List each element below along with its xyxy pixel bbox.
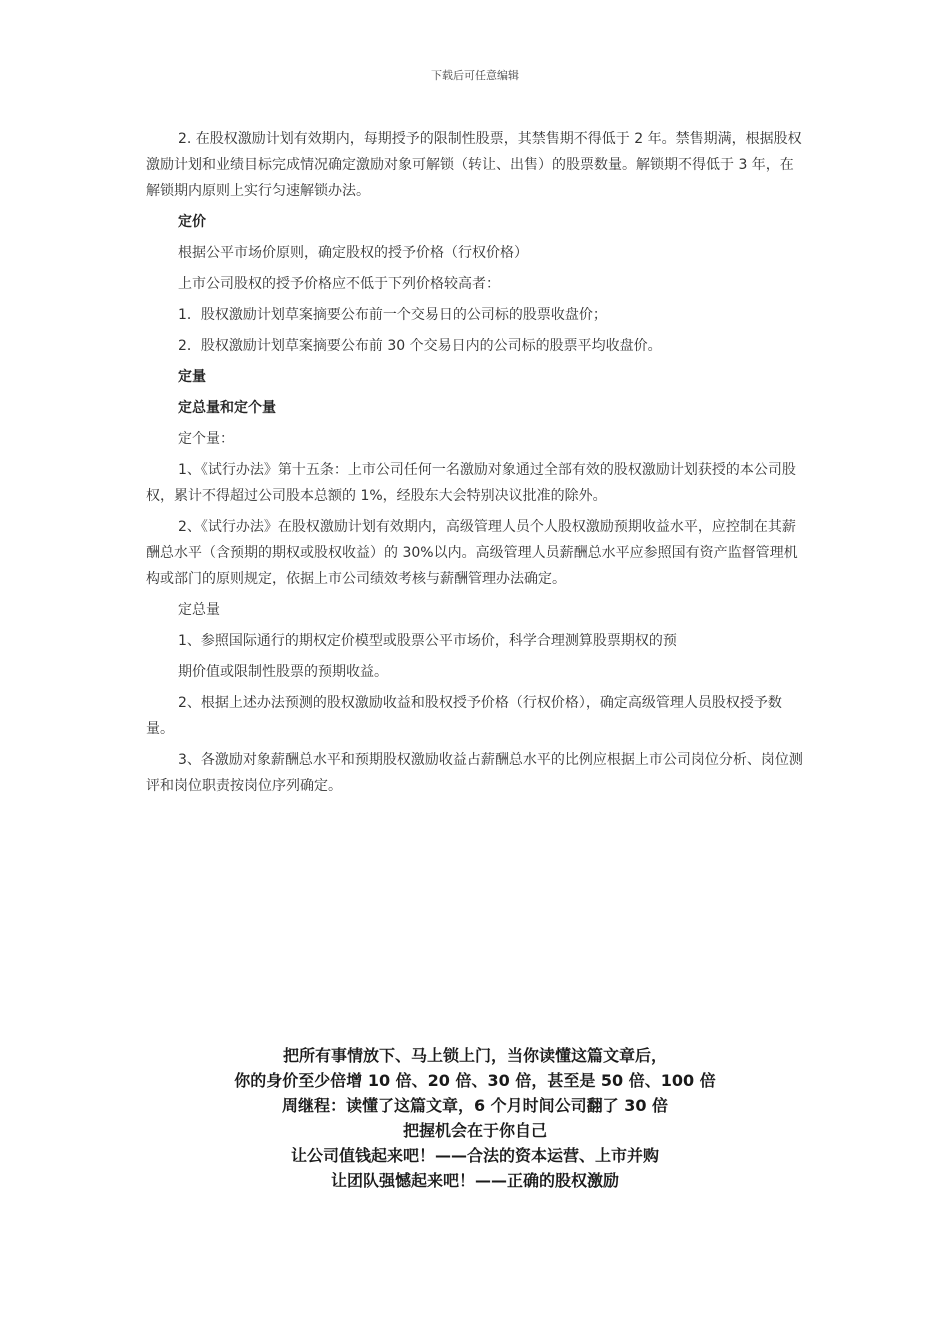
paragraph-lockup-period: 2. 在股权激励计划有效期内，每期授予的限制性股票，其禁售期不得低于 2 年。禁售期满，根据股权激励计划和业绩目标完成情况确定激励对象可解锁（转让、出售）的股票数量。解锁期不得低于 3 年，在解锁期内原则上实行匀速解锁办法。	[146, 131, 802, 199]
paragraph-pricing-rule: 上市公司股权的授予价格应不低于下列价格较高者：	[178, 276, 500, 292]
paragraph-total-item-1a: 1、参照国际通行的期权定价模型或股票公平市场价，科学合理测算股票期权的预	[178, 633, 677, 649]
promo-line-1: 把所有事情放下、马上锁上门，当你读懂这篇文章后，	[282, 1046, 667, 1065]
promo-line-4: 把握机会在于你自己	[402, 1121, 547, 1140]
body-text	[146, 126, 804, 804]
promo-line-2: 你的身价至少倍增 10 倍、20 倍、30 倍，甚至是 50 倍、100 倍	[234, 1071, 716, 1090]
promo-line-3: 周继程：读懂了这篇文章，6 个月时间公司翻了 30 倍	[281, 1096, 669, 1115]
promo-line-5: 让公司值钱起来吧！——合法的资本运营、上市并购	[290, 1146, 659, 1165]
paragraph-individual-label: 定个量：	[178, 431, 234, 447]
paragraph-pricing-item-1: 1．股权激励计划草案摘要公布前一个交易日的公司标的股票收盘价；	[178, 307, 607, 323]
paragraph-total-label: 定总量	[178, 602, 220, 618]
promo-block	[0, 1043, 950, 1193]
paragraph-individual-item-2: 2、《试行办法》在股权激励计划有效期内，高级管理人员个人股权激励预期收益水平，应控制在其薪酬总水平（含预期的期权或股权收益）的 30%以内。高级管理人员薪酬总水平应参照国有资产监督管理机构或部门的原则规定，依据上市公司绩效考核与薪酬管理办法确定。	[146, 519, 798, 587]
paragraph-total-item-3: 3、各激励对象薪酬总水平和预期股权激励收益占薪酬总水平的比例应根据上市公司岗位分析、岗位测评和岗位职责按岗位序列确定。	[146, 752, 803, 794]
heading-pricing: 定价	[178, 214, 206, 230]
paragraph-pricing-principle: 根据公平市场价原则，确定股权的授予价格（行权价格）	[178, 245, 528, 261]
header-note: 下载后可任意编辑	[431, 69, 519, 82]
heading-quantity: 定量	[178, 369, 206, 385]
paragraph-pricing-item-2: 2．股权激励计划草案摘要公布前 30 个交易日内的公司标的股票平均收盘价。	[178, 338, 662, 354]
paragraph-total-item-2: 2、根据上述办法预测的股权激励收益和股权授予价格（行权价格），确定高级管理人员股权授予数量。	[146, 695, 782, 737]
paragraph-individual-item-1: 1、《试行办法》第十五条：上市公司任何一名激励对象通过全部有效的股权激励计划获授的本公司股权，累计不得超过公司股本总额的 1%，经股东大会特别决议批准的除外。	[146, 462, 796, 504]
paragraph-total-item-1b: 期价值或限制性股票的预期收益。	[178, 664, 388, 680]
promo-line-6: 让团队强憾起来吧！——正确的股权激励	[330, 1171, 619, 1190]
heading-total-and-individual: 定总量和定个量	[178, 400, 276, 416]
